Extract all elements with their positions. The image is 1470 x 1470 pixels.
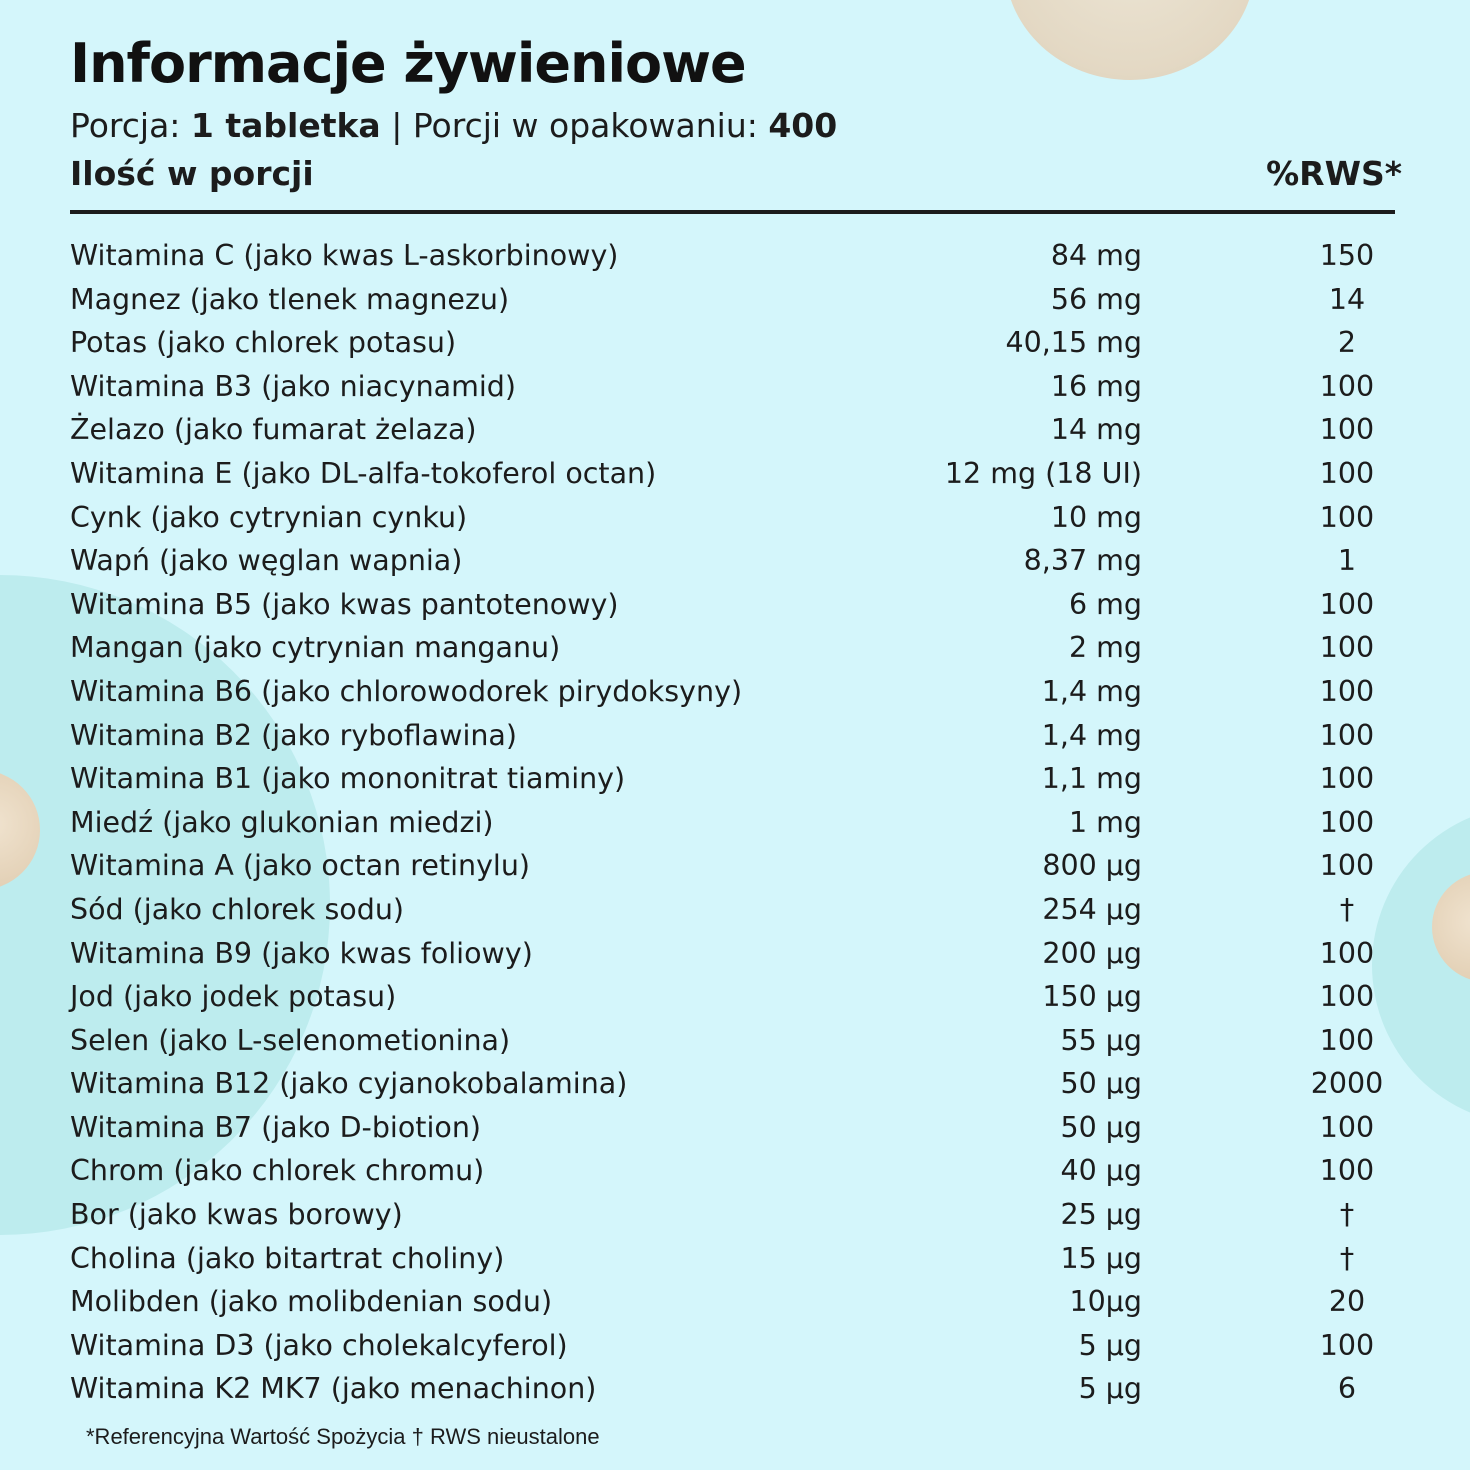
table-row	[70, 714, 1400, 758]
nutrient-name: Witamina B7 (jako D-biotion)	[70, 1110, 481, 1144]
portion-label: Porcja:	[70, 106, 191, 145]
nutrient-amount: 40,15 mg	[1005, 326, 1142, 360]
table-row	[70, 539, 1400, 583]
nutrient-amount: 5 µg	[1078, 1372, 1142, 1406]
table-row	[70, 452, 1400, 496]
nutrient-name: Chrom (jako chlorek chromu)	[70, 1154, 485, 1188]
portion-value: 1 tabletka	[190, 106, 381, 145]
nutrient-rws: 2000	[1310, 1067, 1384, 1101]
table-row	[70, 670, 1400, 714]
table-row	[70, 888, 1400, 932]
nutrient-amount: 56 mg	[1050, 282, 1142, 316]
nutrient-rws: 100	[1319, 1110, 1375, 1144]
page-title: Informacje żywieniowe	[70, 32, 746, 95]
table-row	[70, 321, 1400, 365]
table-row	[70, 1367, 1400, 1411]
table-row	[70, 801, 1400, 845]
nutrient-name: Witamina B2 (jako ryboflawina)	[70, 718, 518, 752]
nutrient-rws: 6	[1337, 1372, 1357, 1406]
amount-column-header: Ilość w porcji	[70, 154, 314, 193]
nutrient-name: Witamina K2 MK7 (jako menachinon)	[70, 1372, 597, 1406]
table-row	[70, 365, 1400, 409]
nutrient-amount: 1,4 mg	[1041, 718, 1142, 752]
nutrient-rws: 100	[1319, 500, 1375, 534]
table-row	[70, 975, 1400, 1019]
nutrient-list	[70, 234, 1400, 1411]
nutrient-name: Witamina B6 (jako chlorowodorek pirydoksyny)	[70, 674, 743, 708]
nutrient-name: Żelazo (jako fumarat żelaza)	[70, 413, 477, 447]
rws-column-header: %RWS*	[1266, 154, 1402, 193]
table-row	[70, 234, 1400, 278]
nutrient-amount: 55 µg	[1060, 1023, 1142, 1057]
nutrient-name: Molibden (jako molibdenian sodu)	[70, 1285, 553, 1319]
nutrient-amount: 6 mg	[1068, 587, 1142, 621]
table-row	[70, 1237, 1400, 1281]
nutrient-name: Cynk (jako cytrynian cynku)	[70, 500, 468, 534]
nutrient-rws: 100	[1319, 718, 1375, 752]
nutrient-name: Witamina B1 (jako mononitrat tiaminy)	[70, 762, 626, 796]
nutrient-rws: 100	[1319, 762, 1375, 796]
nutrient-name: Bor (jako kwas borowy)	[70, 1198, 403, 1232]
nutrient-amount: 5 µg	[1078, 1328, 1142, 1362]
nutrient-name: Wapń (jako węglan wapnia)	[70, 544, 463, 578]
nutrient-rws: 100	[1319, 1023, 1375, 1057]
nutrient-rws: †	[1339, 892, 1355, 926]
table-row	[70, 844, 1400, 888]
table-row	[70, 1280, 1400, 1324]
nutrient-name: Mangan (jako cytrynian manganu)	[70, 631, 561, 665]
nutrient-name: Miedź (jako glukonian miedzi)	[70, 805, 494, 839]
nutrient-rws: 20	[1328, 1285, 1366, 1319]
table-row	[70, 583, 1400, 627]
nutrient-name: Witamina B9 (jako kwas foliowy)	[70, 936, 533, 970]
nutrient-rws: †	[1339, 1198, 1355, 1232]
nutrient-name: Jod (jako jodek potasu)	[70, 980, 397, 1014]
nutrient-name: Cholina (jako bitartrat choliny)	[70, 1241, 505, 1275]
table-row	[70, 757, 1400, 801]
nutrient-name: Witamina E (jako DL-alfa-tokoferol octan)	[70, 456, 657, 490]
nutrient-name: Witamina B3 (jako niacynamid)	[70, 369, 517, 403]
nutrient-name: Potas (jako chlorek potasu)	[70, 326, 457, 360]
nutrient-rws: 100	[1319, 936, 1375, 970]
nutrient-rws: 100	[1319, 413, 1375, 447]
table-row	[70, 1106, 1400, 1150]
header-divider	[70, 210, 1395, 214]
nutrient-amount: 254 µg	[1042, 892, 1142, 926]
nutrient-rws: 100	[1319, 805, 1375, 839]
nutrient-rws: 2	[1337, 326, 1357, 360]
nutrient-amount: 12 mg (18 UI)	[944, 456, 1142, 490]
nutrient-rws: 100	[1319, 631, 1375, 665]
nutrient-amount: 50 µg	[1060, 1067, 1142, 1101]
nutrient-amount: 150 µg	[1042, 980, 1142, 1014]
servings-count-label: Porcji w opakowaniu:	[412, 106, 769, 145]
nutrient-name: Witamina B5 (jako kwas pantotenowy)	[70, 587, 619, 621]
nutrient-amount: 800 µg	[1042, 849, 1142, 883]
table-row	[70, 278, 1400, 322]
table-row	[70, 1149, 1400, 1193]
nutrient-name: Magnez (jako tlenek magnezu)	[70, 282, 510, 316]
nutrient-amount: 1,4 mg	[1041, 674, 1142, 708]
nutrient-amount: 2 mg	[1068, 631, 1142, 665]
nutrient-amount: 10 mg	[1050, 500, 1142, 534]
nutrient-rws: 150	[1319, 239, 1375, 272]
nutrient-name: Witamina B12 (jako cyjanokobalamina)	[70, 1067, 628, 1101]
nutrient-name: Selen (jako L-selenometionina)	[70, 1023, 511, 1057]
table-row	[70, 1193, 1400, 1237]
nutrient-amount: 10µg	[1069, 1285, 1142, 1319]
table-row	[70, 932, 1400, 976]
table-row	[70, 496, 1400, 540]
table-row	[70, 626, 1400, 670]
nutrient-rws: 1	[1337, 544, 1357, 578]
nutrient-name: Sód (jako chlorek sodu)	[70, 892, 404, 926]
table-row	[70, 1062, 1400, 1106]
nutrient-name: Witamina A (jako octan retinylu)	[70, 849, 531, 883]
serving-info	[70, 106, 837, 145]
nutrient-amount: 14 mg	[1050, 413, 1142, 447]
nutrient-amount: 50 µg	[1060, 1110, 1142, 1144]
nutrient-rws: 14	[1328, 282, 1366, 316]
table-row	[70, 1019, 1400, 1063]
nutrient-amount: 84 mg	[1050, 239, 1142, 272]
servings-count-value: 400	[768, 106, 838, 145]
table-row	[70, 1324, 1400, 1368]
nutrient-rws: †	[1339, 1241, 1355, 1275]
nutrient-name: Witamina D3 (jako cholekalcyferol)	[70, 1328, 568, 1362]
footnote: *Referencyjna Wartość Spożycia † RWS nieustalone	[86, 1424, 600, 1449]
nutrient-rws: 100	[1319, 369, 1375, 403]
nutrient-rws: 100	[1319, 456, 1375, 490]
nutrient-amount: 25 µg	[1060, 1198, 1142, 1232]
nutrient-rws: 100	[1319, 1328, 1375, 1362]
nutrient-rws: 100	[1319, 674, 1375, 708]
serving-separator: |	[380, 106, 413, 145]
nutrient-amount: 1 mg	[1068, 805, 1142, 839]
nutrition-facts-panel	[70, 0, 1400, 1470]
table-row	[70, 408, 1400, 452]
nutrient-rws: 100	[1319, 587, 1375, 621]
nutrient-rws: 100	[1319, 849, 1375, 883]
nutrient-amount: 40 µg	[1060, 1154, 1142, 1188]
nutrient-rws: 100	[1319, 980, 1375, 1014]
nutrient-amount: 8,37 mg	[1023, 544, 1142, 578]
nutrient-amount: 16 mg	[1050, 369, 1142, 403]
nutrient-rws: 100	[1319, 1154, 1375, 1188]
nutrient-amount: 15 µg	[1060, 1241, 1142, 1275]
nutrient-amount: 1,1 mg	[1041, 762, 1142, 796]
nutrient-name: Witamina C (jako kwas L-askorbinowy)	[70, 239, 619, 272]
nutrient-amount: 200 µg	[1042, 936, 1142, 970]
